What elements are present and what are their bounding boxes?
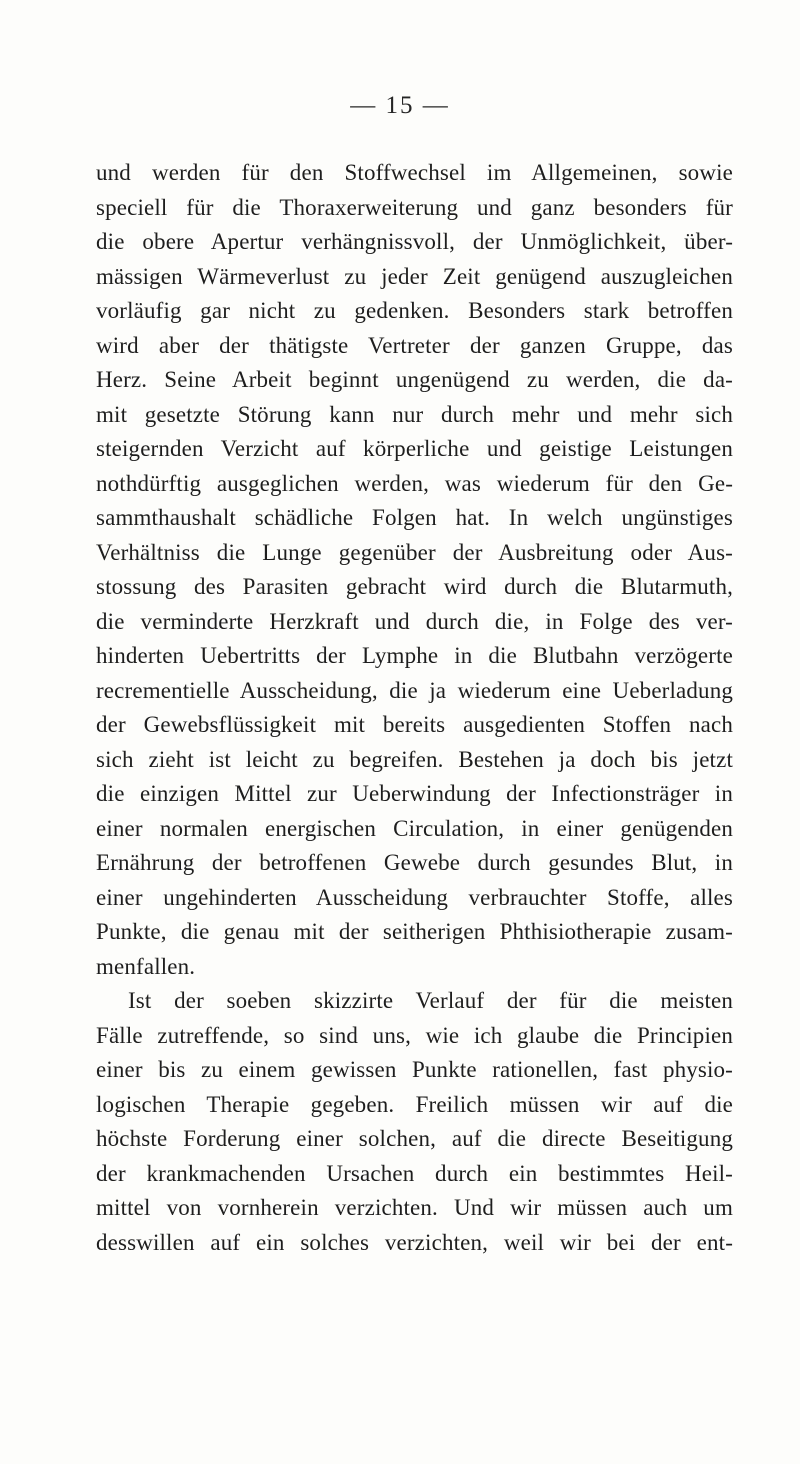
text-line: hinderten Uebertritts der Lymphe in die Blutbahn verzögerte: [96, 643, 733, 668]
text-line: die obere Apertur verhängnissvoll, der Unmöglichkeit, über-: [96, 229, 733, 254]
text-line: sammthaushalt schädliche Folgen hat. In welch ungünstiges: [96, 505, 733, 530]
text-line: Punkte, die genau mit der seitherigen Phthisiotherapie zusam-: [96, 919, 733, 944]
text-line: wird aber der thätigste Vertreter der ganzen Gruppe, das: [96, 332, 733, 358]
text-line: nothdürftig ausgeglichen werden, was wiederum für den Ge-: [96, 470, 733, 496]
text-line: mittel von vornherein verzichten. Und wir müssen auch um: [96, 1195, 733, 1220]
paragraph-start-line: Ist der soeben skizzirte Verlauf der für die meisten: [128, 988, 733, 1013]
text-line: einer ungehinderten Ausscheidung verbrauchter Stoffe, alles: [96, 884, 733, 910]
text-line: mit gesetzte Störung kann nur durch mehr und mehr sich: [96, 401, 733, 427]
text-line: recrementielle Ausscheidung, die ja wiederum eine Ueberladung: [96, 677, 733, 703]
text-line: Fälle zutreffende, so sind uns, wie ich glaube die Principien: [96, 1022, 733, 1048]
text-line: stossung des Parasiten gebracht wird durch die Blutarmuth,: [96, 574, 733, 599]
text-line: speciell für die Thoraxerweiterung und ganz besonders für: [96, 194, 733, 220]
text-line: einer normalen energischen Circulation, in einer genügenden: [96, 815, 733, 841]
text-line: mässigen Wärmeverlust zu jeder Zeit genügend auszugleichen: [96, 263, 733, 289]
page-number: — 15 —: [350, 92, 450, 119]
text-line: Ernährung der betroffenen Gewebe durch gesundes Blut, in: [96, 850, 733, 875]
paragraph-end-line: menfallen.: [96, 953, 196, 979]
body-text: [96, 156, 733, 1260]
text-line: die einzigen Mittel zur Ueberwindung der Infectionsträger in: [96, 781, 733, 806]
text-line: der krankmachenden Ursachen durch ein bestimmtes Heil-: [96, 1160, 733, 1186]
text-line: steigernden Verzicht auf körperliche und geistige Leistungen: [96, 436, 733, 461]
text-line: einer bis zu einem gewissen Punkte rationellen, fast physio-: [96, 1057, 733, 1082]
text-line: Verhältniss die Lunge gegenüber der Ausbreitung oder Aus-: [96, 539, 733, 565]
text-line: logischen Therapie gegeben. Freilich müssen wir auf die: [96, 1091, 733, 1117]
text-line: vorläufig gar nicht zu gedenken. Besonders stark betroffen: [96, 298, 733, 323]
text-line: Herz. Seine Arbeit beginnt ungenügend zu werden, die da-: [96, 367, 733, 392]
text-line: sich zieht ist leicht zu begreifen. Bestehen ja doch bis jetzt: [96, 746, 733, 772]
text-line: und werden für den Stoffwechsel im Allgemeinen, sowie: [96, 160, 733, 185]
text-line: der Gewebsflüssigkeit mit bereits ausgedienten Stoffen nach: [96, 712, 733, 737]
text-line: höchste Forderung einer solchen, auf die directe Beseitigung: [96, 1126, 733, 1151]
text-line: die verminderte Herzkraft und durch die, in Folge des ver-: [96, 608, 733, 634]
text-line: desswillen auf ein solches verzichten, weil wir bei der ent-: [96, 1229, 733, 1255]
